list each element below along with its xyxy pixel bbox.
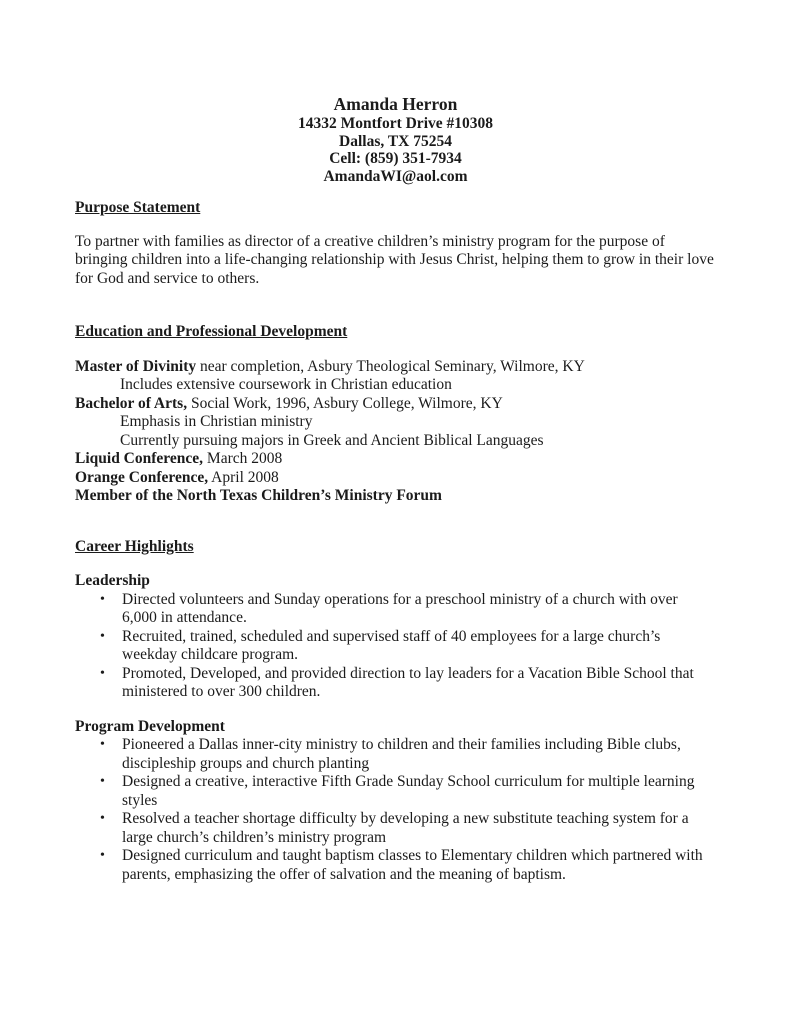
education-line bbox=[120, 432, 716, 451]
education-line bbox=[75, 358, 716, 377]
address-line-2: Dallas, TX 75254 bbox=[339, 132, 452, 150]
conference-date: April 2008 bbox=[208, 468, 279, 486]
degree-detail: Social Work, 1996, Asbury College, Wilmore, KY bbox=[187, 394, 503, 412]
list-item bbox=[75, 591, 716, 628]
education-line bbox=[120, 413, 716, 432]
degree-detail: Currently pursuing majors in Greek and Ancient Biblical Languages bbox=[120, 431, 544, 449]
bullet-text: Recruited, trained, scheduled and supervised staff of 40 employees for a large church’s weekday childcare program. bbox=[122, 627, 661, 663]
degree-name: Bachelor of Arts, bbox=[75, 394, 188, 412]
bullet-icon: • bbox=[100, 737, 105, 752]
list-item bbox=[75, 847, 716, 884]
conference-name: Liquid Conference, bbox=[75, 450, 204, 467]
purpose-statement-heading: Purpose Statement bbox=[75, 199, 201, 216]
education-heading: Education and Professional Development bbox=[75, 323, 348, 340]
degree-detail: Includes extensive coursework in Christian education bbox=[120, 376, 452, 393]
education-line bbox=[75, 450, 716, 469]
career-highlights-heading: Career Highlights bbox=[75, 537, 194, 555]
bullet-text: Directed volunteers and Sunday operations for a preschool ministry of a church with over 6,000 in attendance. bbox=[122, 590, 678, 626]
degree-name: Master of Divinity bbox=[75, 357, 197, 375]
email-text: AmandaWI@aol.com bbox=[323, 167, 468, 185]
education-line bbox=[75, 395, 716, 414]
bullet-icon: • bbox=[100, 628, 105, 644]
degree-detail: near completion, Asbury Theological Seminary, Wilmore, KY bbox=[196, 357, 585, 375]
list-item bbox=[75, 628, 716, 665]
phone-number: Cell: (859) 351-7934 bbox=[329, 150, 462, 167]
education-list bbox=[75, 358, 716, 506]
leadership-bullet-list bbox=[75, 591, 716, 702]
program-development-bullet-list bbox=[75, 736, 716, 884]
subsection-title-leadership: Leadership bbox=[75, 572, 150, 589]
conference-name: Orange Conference, bbox=[75, 468, 209, 486]
list-item bbox=[75, 665, 716, 702]
education-line bbox=[120, 376, 716, 395]
conference-date: March 2008 bbox=[203, 450, 283, 467]
degree-detail: Emphasis in Christian ministry bbox=[120, 413, 313, 430]
list-item bbox=[75, 736, 716, 773]
list-item bbox=[75, 810, 716, 847]
bullet-icon: • bbox=[100, 591, 105, 607]
education-line bbox=[75, 487, 716, 506]
education-line bbox=[75, 469, 716, 488]
bullet-icon: • bbox=[100, 665, 105, 681]
purpose-statement-body: To partner with families as director of a creative children’s ministry program for the purpose of bringing children into a life-changing relationship with Jesus Christ, helping them to grow in their love for God and service to others. bbox=[75, 232, 714, 287]
bullet-text: Designed curriculum and taught baptism classes to Elementary children which partnered with parents, emphasizing the offer of salvation and the meaning of baptism. bbox=[122, 847, 703, 883]
bullet-text: Pioneered a Dallas inner-city ministry to children and their families including Bible clubs, discipleship groups and church planting bbox=[122, 736, 681, 772]
person-name: Amanda Herron bbox=[333, 94, 458, 114]
subsection-title-program-development: Program Development bbox=[75, 717, 225, 735]
bullet-icon: • bbox=[100, 774, 105, 789]
membership-text: Member of the North Texas Children’s Ministry Forum bbox=[75, 487, 442, 504]
bullet-icon: • bbox=[100, 811, 105, 826]
contact-header bbox=[75, 93, 716, 185]
bullet-text: Promoted, Developed, and provided direction to lay leaders for a Vacation Bible School that ministered to over 300 children. bbox=[122, 664, 694, 700]
list-item bbox=[75, 773, 716, 810]
bullet-icon: • bbox=[100, 848, 105, 863]
bullet-text: Designed a creative, interactive Fifth Grade Sunday School curriculum for multiple learning styles bbox=[122, 773, 695, 809]
bullet-text: Resolved a teacher shortage difficulty by developing a new substitute teaching system for a large church’s children’s ministry program bbox=[122, 810, 689, 846]
address-line-1: 14332 Montfort Drive #10308 bbox=[298, 115, 493, 132]
